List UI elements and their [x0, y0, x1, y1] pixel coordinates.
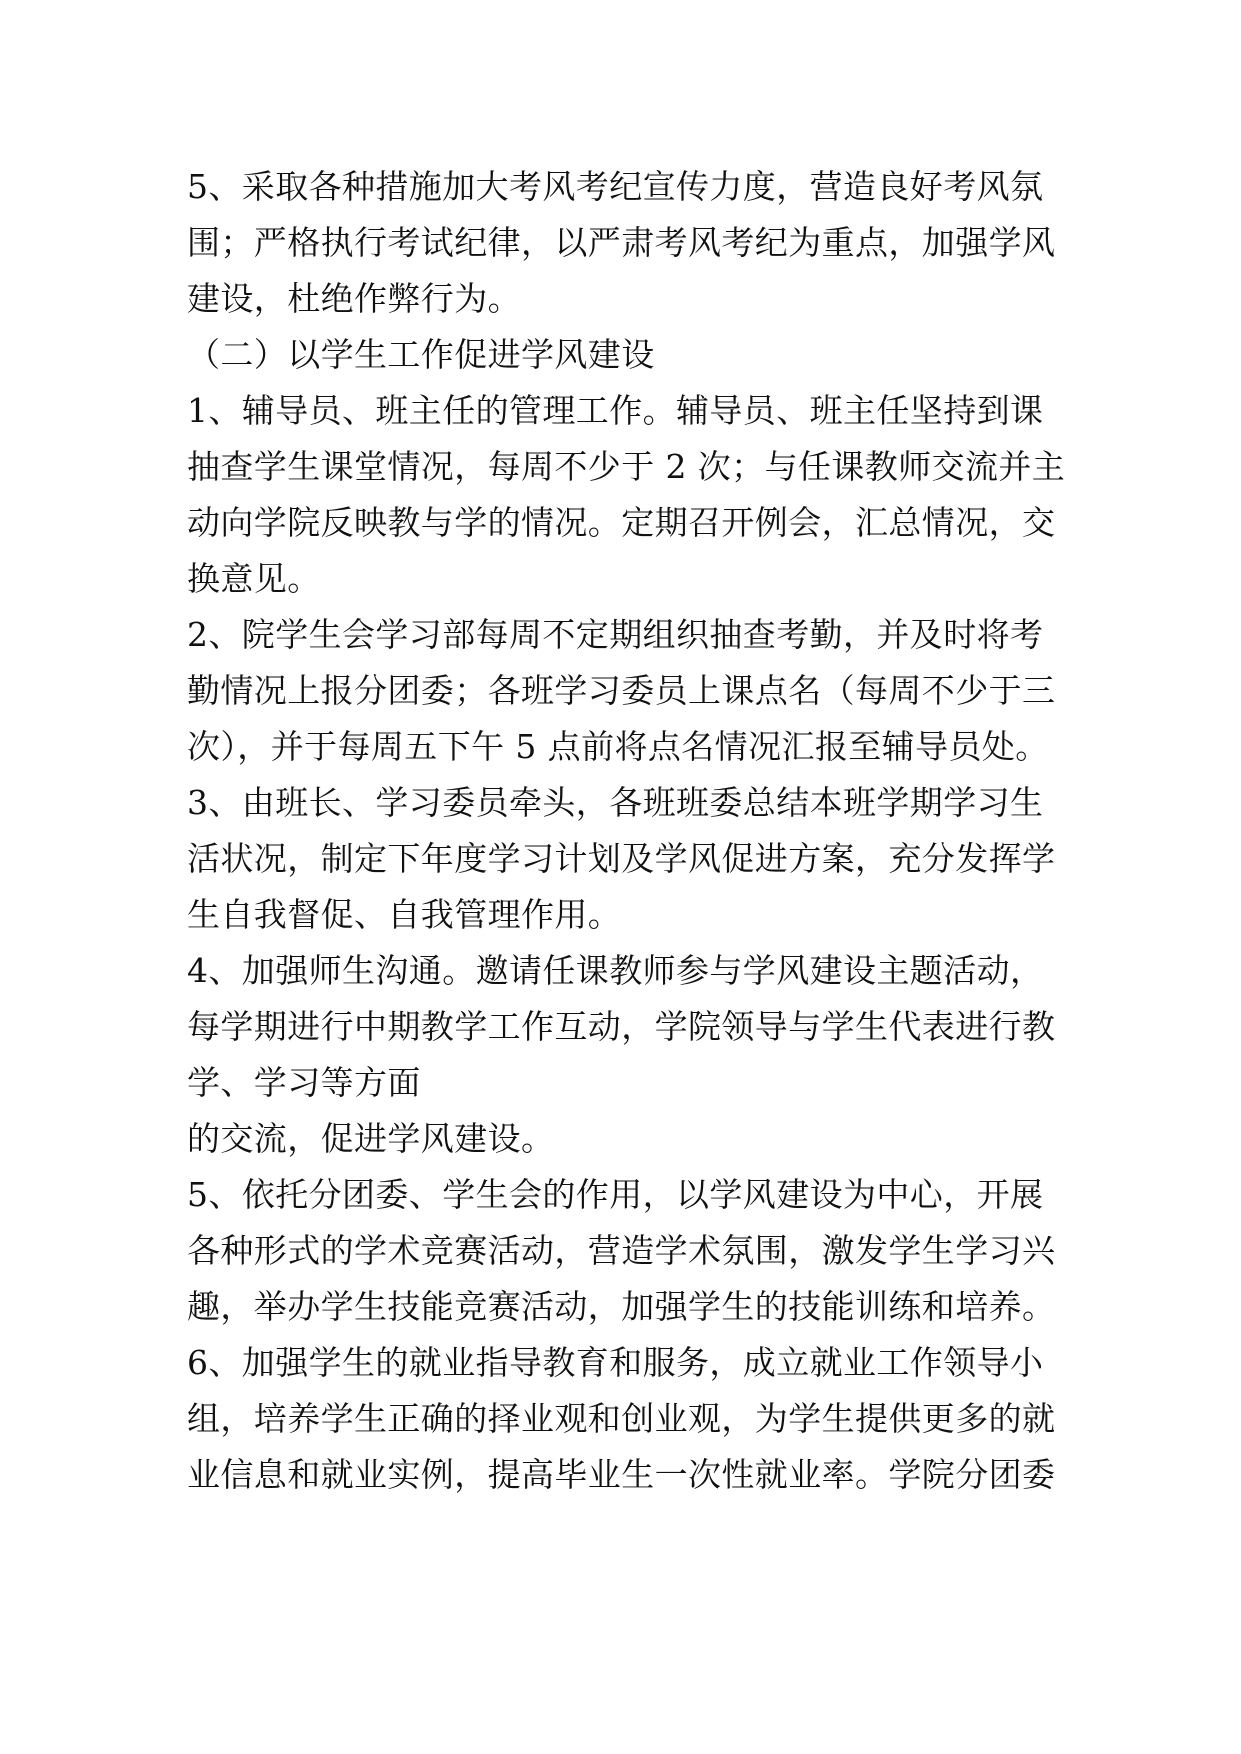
- text-line: 的交流，促进学风建设。: [187, 1119, 555, 1158]
- text-line: 5、采取各种措施加大考风考纪宣传力度，营造良好考风氛: [187, 167, 1044, 206]
- text-line: 活状况，制定下年度学习计划及学风促进方案，充分发挥学: [187, 839, 1056, 878]
- text-line: 各种形式的学术竞赛活动，营造学术氛围，激发学生学习兴: [187, 1231, 1056, 1270]
- text-line: 勤情况上报分团委；各班学习委员上课点名（每周不少于三: [187, 671, 1056, 710]
- text-line: 学、学习等方面: [187, 1063, 421, 1102]
- text-line: 动向学院反映教与学的情况。定期召开例会，汇总情况，交: [187, 503, 1056, 542]
- text-line: 6、加强学生的就业指导教育和服务，成立就业工作领导小: [187, 1343, 1044, 1382]
- text-line: 2、院学生会学习部每周不定期组织抽查考勤，并及时将考: [187, 615, 1044, 654]
- text-line: 业信息和就业实例，提高毕业生一次性就业率。学院分团委: [187, 1455, 1056, 1494]
- text-line: 次），并于每周五下午 5 点前将点名情况汇报至辅导员处。: [187, 727, 1049, 766]
- text-line: 换意见。: [187, 559, 321, 598]
- text-line: 5、依托分团委、学生会的作用，以学风建设为中心，开展: [187, 1175, 1044, 1214]
- text-line: 抽查学生课堂情况，每周不少于 2 次；与任课教师交流并主: [187, 447, 1066, 486]
- text-line: 趣，举办学生技能竞赛活动，加强学生的技能训练和培养。: [187, 1287, 1056, 1326]
- text-line: 生自我督促、自我管理作用。: [187, 895, 622, 934]
- text-line: 4、加强师生沟通。邀请任课教师参与学风建设主题活动，: [187, 951, 1044, 990]
- text-line: 3、由班长、学习委员牵头，各班班委总结本班学期学习生: [187, 783, 1044, 822]
- text-line: 组，培养学生正确的择业观和创业观，为学生提供更多的就: [187, 1399, 1056, 1438]
- text-line: 每学期进行中期教学工作互动，学院领导与学生代表进行教: [187, 1007, 1056, 1046]
- text-line: 围；严格执行考试纪律，以严肃考风考纪为重点，加强学风: [187, 223, 1056, 262]
- text-line: 1、辅导员、班主任的管理工作。辅导员、班主任坚持到课: [187, 391, 1044, 430]
- text-line: 建设，杜绝作弊行为。: [187, 279, 521, 318]
- section-heading: （二）以学生工作促进学风建设: [187, 335, 655, 374]
